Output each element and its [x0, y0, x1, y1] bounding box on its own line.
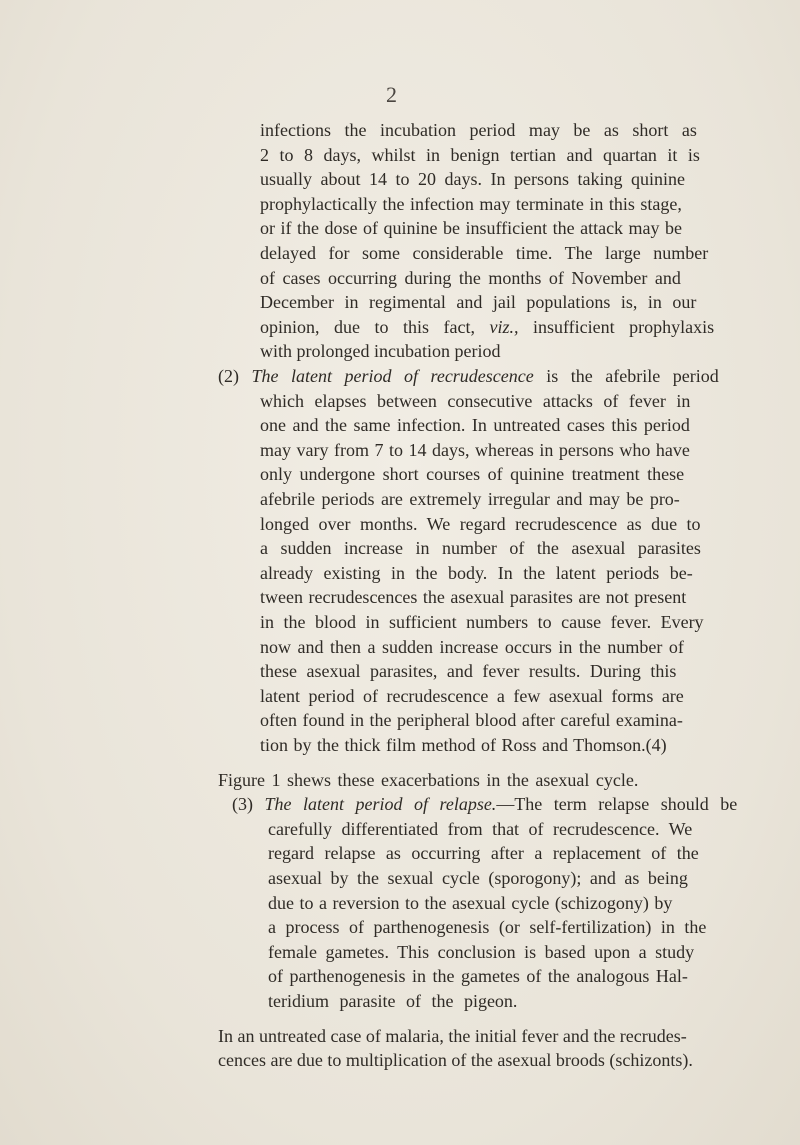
- text-line: one and the same infection. In untreated cases this period: [260, 415, 690, 435]
- text-line: tion by the thick film method of Ross and Thomson.(4): [260, 735, 667, 755]
- section-heading: The latent period of relapse.: [264, 794, 497, 814]
- text-line: infections the incubation period may be as short as: [260, 120, 697, 140]
- item-number: (2): [218, 366, 239, 386]
- text-line: [260, 315, 714, 339]
- text-line: usually about 14 to 20 days. In persons taking quinine: [260, 169, 685, 189]
- text-line: in the blood in sufficient numbers to cause fever. Every: [260, 612, 704, 632]
- text-run: insufficient prophylaxis: [532, 317, 715, 337]
- text-line: of cases occurring during the months of November and: [260, 268, 681, 288]
- text-line: female gametes. This conclusion is based upon a study: [268, 942, 695, 962]
- text-line: these asexual parasites, and fever results. During this: [260, 661, 677, 681]
- text-line: which elapses between consecutive attacks of fever in: [260, 391, 691, 411]
- text-line: now and then a sudden increase occurs in the number of: [260, 637, 684, 657]
- text-line: due to a reversion to the asexual cycle (schizogony) by: [268, 893, 673, 913]
- text-line: already existing in the body. In the latent periods be-: [260, 563, 693, 583]
- text-line: December in regimental and jail populations is, in our: [260, 292, 697, 312]
- text-line: 2 to 8 days, whilst in benign tertian and quartan it is: [260, 145, 700, 165]
- page-number: 2: [386, 82, 397, 107]
- text-run: opinion, due to this fact,: [260, 317, 475, 337]
- text-line: In an untreated case of malaria, the initial fever and the recrudes-: [218, 1026, 687, 1046]
- text-line: afebrile periods are extremely irregular and may be pro-: [260, 489, 680, 509]
- text-line: with prolonged incubation period: [260, 341, 501, 361]
- text-line: a sudden increase in number of the asexual parasites: [260, 538, 701, 558]
- text-line: carefully differentiated from that of recrudescence. We: [268, 819, 693, 839]
- section-heading: The latent period of recrudescence: [251, 366, 534, 386]
- text-line: prophylactically the infection may terminate in this stage,: [260, 194, 682, 214]
- text-line: may vary from 7 to 14 days, whereas in persons who have: [260, 440, 690, 460]
- text-line: of parthenogenesis in the gametes of the analogous Hal-: [268, 966, 688, 986]
- text-line: [218, 364, 719, 388]
- text-line: asexual by the sexual cycle (sporogony); and as being: [268, 868, 688, 888]
- text-line: teridium parasite of the pigeon.: [268, 991, 518, 1011]
- text-line: tween recrudescences the asexual parasites are not present: [260, 587, 687, 607]
- item-number: (3): [232, 794, 253, 814]
- text-line: Figure 1 shews these exacerbations in the asexual cycle.: [218, 770, 639, 790]
- text-line: a process of parthenogenesis (or self-fertilization) in the: [268, 917, 707, 937]
- text-line: delayed for some considerable time. The large number: [260, 243, 709, 263]
- text-line: longed over months. We regard recrudescence as due to: [260, 514, 701, 534]
- text-line: cences are due to multiplication of the asexual broods (schizonts).: [218, 1050, 693, 1070]
- text-line: often found in the peripheral blood after careful examina-: [260, 710, 683, 730]
- text-run: is the afebrile period: [546, 366, 719, 386]
- text-run: —The term relapse should be: [496, 794, 738, 814]
- italic-text: viz.,: [489, 317, 519, 337]
- text-line: [232, 792, 737, 816]
- text-line: or if the dose of quinine be insufficient the attack may be: [260, 218, 683, 238]
- text-line: only undergone short courses of quinine treatment these: [260, 464, 685, 484]
- text-line: regard relapse as occurring after a replacement of the: [268, 843, 699, 863]
- text-line: latent period of recrudescence a few asexual forms are: [260, 686, 684, 706]
